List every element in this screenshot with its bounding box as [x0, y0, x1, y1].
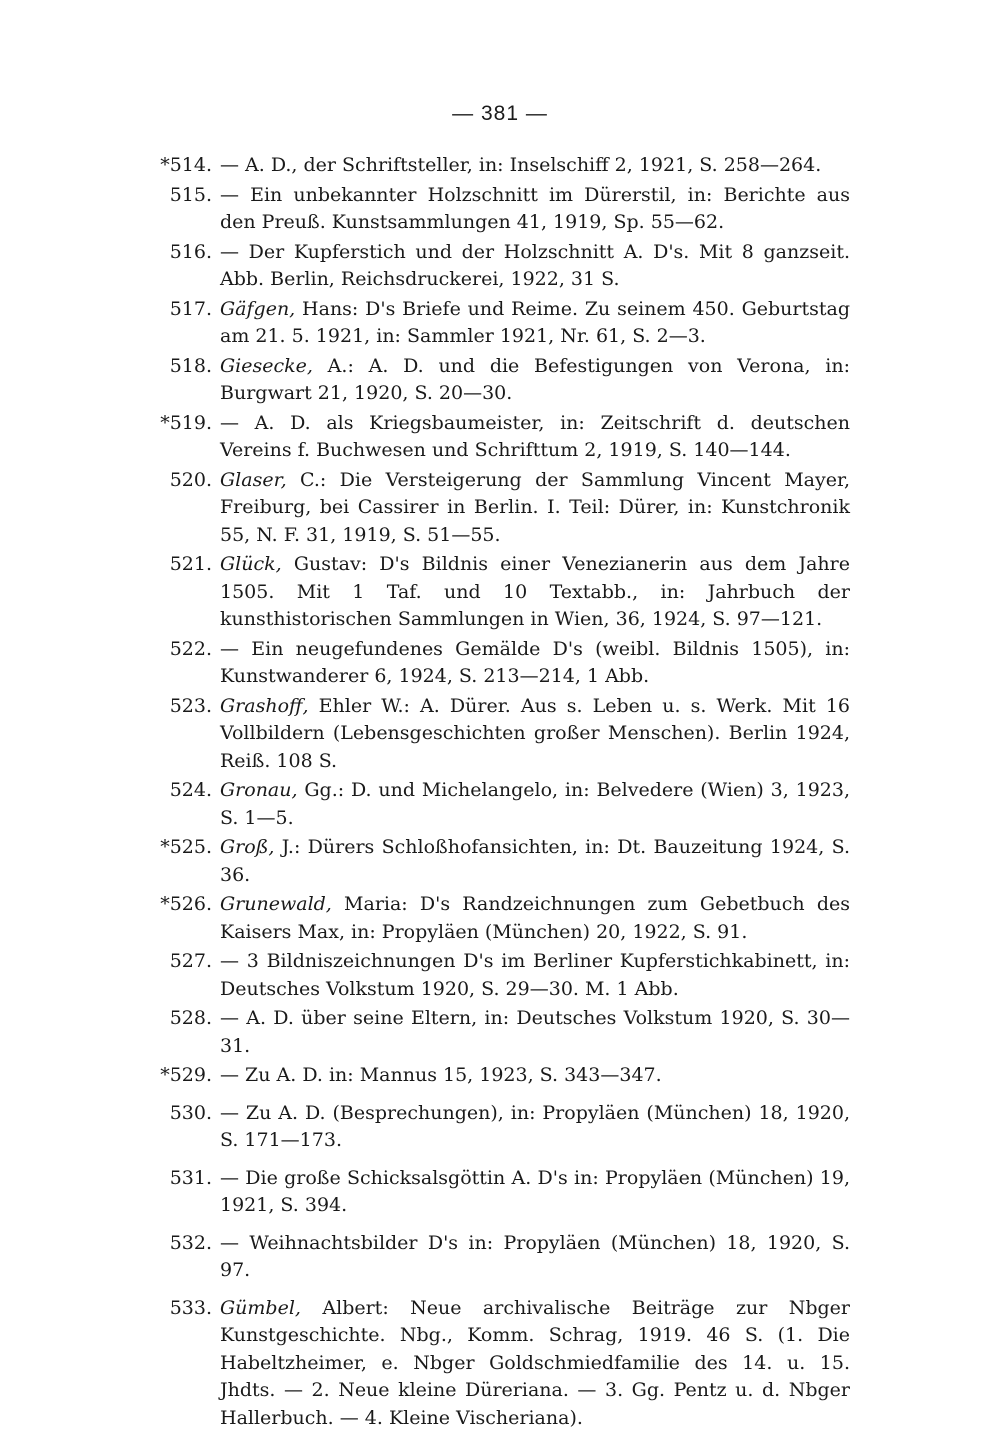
bibliography-entry [150, 1062, 850, 1090]
bibliography-entry [150, 467, 850, 550]
entry-text: Hans: D's Briefe und Reime. Zu seinem 450. Geburtstag am 21. 5. 1921, in: Sammler 1921, Nr. 61, S. 2—3. [220, 297, 850, 347]
entry-number: *525. [160, 836, 212, 858]
bibliography-entry [150, 1230, 850, 1285]
entry-text: — A. D., der Schriftsteller, in: Inselschiff 2, 1921, S. 258—264. [220, 154, 822, 176]
entry-text: Maria: D's Randzeichnungen zum Gebetbuch des Kaisers Max, in: Propyläen (München) 20, 1922, S. 91. [220, 893, 850, 943]
entry-number: 522. [169, 637, 212, 660]
entry-text: — Die große Schicksalsgöttin A. D's in: Propyläen (München) 19, 1921, S. 394. [220, 1166, 850, 1216]
entry-text: Albert: Neue archivalische Beiträge zur Nbger Kunstgeschichte. Nbg., Komm. Schrag, 1919. 46 S. (1. Die Habeltzheimer, e. Nbger Goldschmiedfamilie des 14. u. 15. Jhdts. — 2. Neue kleine Düreriana. — 3. Gg. Pentz u. d. Nbger Hallerbuch. — 4. Kleine Vischeriana). [220, 1296, 850, 1429]
entry-text: A.: A. D. und die Befestigungen von Verona, in: Burgwart 21, 1920, S. 20—30. [220, 354, 850, 404]
entry-text: — 3 Bildniszeichnungen D's im Berliner Kupferstichkabinett, in: Deutsches Volkstum 1920, S. 29—30. M. 1 Abb. [220, 950, 850, 1000]
entry-number: 516. [169, 240, 212, 263]
entry-text: C.: Die Versteigerung der Sammlung Vincent Mayer, Freiburg, bei Cassirer in Berlin. I. Teil: Dürer, in: Kunstchronik 55, N. F. 31, 1919, S. 51—55. [220, 468, 850, 546]
entry-author: Grashoff, [220, 694, 309, 717]
entry-number: 521. [169, 553, 212, 575]
entry-text: — Zu A. D. (Besprechungen), in: Propyläen (München) 18, 1920, S. 171—173. [220, 1101, 850, 1151]
bibliography-entry [150, 693, 850, 776]
entry-text: — A. D. als Kriegsbaumeister, in: Zeitschrift d. deutschen Vereins f. Buchwesen und Schrifttum 2, 1919, S. 140—144. [220, 411, 850, 461]
bibliography-entry [150, 1295, 850, 1433]
entry-number: *519. [160, 411, 212, 434]
entry-author: Gümbel, [220, 1296, 301, 1319]
bibliography-entry [150, 353, 850, 408]
entry-text: Gg.: D. und Michelangelo, in: Belvedere (Wien) 3, 1923, S. 1—5. [220, 779, 850, 829]
entry-author: Glaser, [220, 468, 287, 491]
entry-number: 531. [169, 1166, 212, 1189]
bibliography-entry [150, 1165, 850, 1220]
entry-author: Giesecke, [220, 354, 313, 377]
page-number: — 381 — [452, 102, 548, 125]
bibliography-entry [150, 239, 850, 294]
bibliography-entry [150, 1100, 850, 1155]
entry-text: — Ein unbekannter Holzschnitt im Dürerstil, in: Berichte aus den Preuß. Kunstsammlungen 41, 1919, Sp. 55—62. [220, 183, 850, 233]
entry-text: — Weihnachtsbilder D's in: Propyläen (München) 18, 1920, S. 97. [220, 1231, 850, 1281]
bibliography-entry [150, 777, 850, 832]
entry-number: 528. [169, 1007, 212, 1029]
entry-text: Ehler W.: A. Dürer. Aus s. Leben u. s. Werk. Mit 16 Vollbildern (Lebensgeschichten großer Menschen). Berlin 1924, Reiß. 108 S. [220, 694, 850, 772]
entry-number: 524. [169, 779, 212, 801]
entry-text: Gustav: D's Bildnis einer Venezianerin aus dem Jahre 1505. Mit 1 Taf. und 10 Textabb., in: Jahrbuch der kunsthistorischen Sammlungen in Wien, 36, 1924, S. 97—121. [220, 553, 850, 630]
entry-number: 527. [169, 950, 212, 972]
bibliography-entry [150, 182, 850, 237]
entry-author: Gronau, [220, 779, 298, 801]
entry-number: *526. [160, 893, 212, 915]
entry-number: 530. [169, 1101, 212, 1124]
entry-number: 515. [169, 183, 212, 206]
entry-number: 517. [169, 297, 212, 320]
entry-number: 518. [169, 354, 212, 377]
entry-author: Grunewald, [220, 893, 332, 915]
entry-text: — A. D. über seine Eltern, in: Deutsches Volkstum 1920, S. 30—31. [220, 1007, 850, 1057]
bibliography-entry [150, 891, 850, 946]
entry-text: — Ein neugefundenes Gemälde D's (weibl. Bildnis 1505), in: Kunstwanderer 6, 1924, S. 213—214, 1 Abb. [220, 637, 850, 687]
bibliography-entry [150, 152, 850, 180]
bibliography-entry [150, 1005, 850, 1060]
entry-text: — Zu A. D. in: Mannus 15, 1923, S. 343—347. [220, 1064, 662, 1086]
entry-number: *514. [160, 154, 212, 176]
bibliography-entry [150, 636, 850, 691]
entry-number: 533. [169, 1296, 212, 1319]
entry-number: *529. [160, 1064, 212, 1086]
bibliography-entry [150, 551, 850, 634]
entry-number: 523. [169, 694, 212, 717]
bibliography-entry [150, 834, 850, 889]
entry-author: Gäfgen, [220, 297, 296, 320]
entry-author: Groß, [220, 836, 275, 858]
bibliography-entry [150, 296, 850, 351]
entry-text: — Der Kupferstich und der Holzschnitt A. D's. Mit 8 ganzseit. Abb. Berlin, Reichsdruckerei, 1922, 31 S. [220, 240, 850, 290]
entry-author: Glück, [220, 553, 282, 575]
bibliography-entry [150, 948, 850, 1003]
entry-number: 520. [169, 468, 212, 491]
bibliography-entry [150, 410, 850, 465]
entry-text: J.: Dürers Schloßhofansichten, in: Dt. Bauzeitung 1924, S. 36. [220, 836, 850, 886]
bibliography-list [150, 152, 850, 1434]
entry-number: 532. [169, 1231, 212, 1254]
